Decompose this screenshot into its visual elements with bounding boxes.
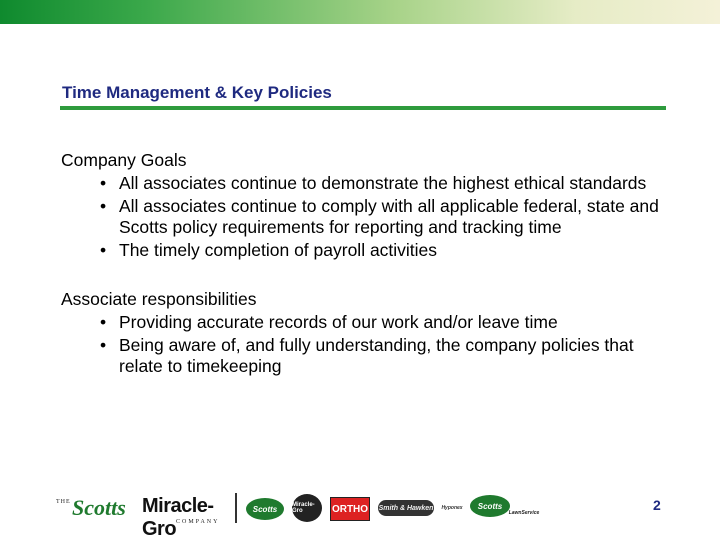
smith-hawken-brand-logo: Smith & Hawken <box>378 500 434 516</box>
page-title: Time Management & Key Policies <box>62 83 332 102</box>
bullet-item: • The timely completion of payroll activities <box>61 240 671 261</box>
section-heading: Company Goals <box>61 150 187 170</box>
bullet-item: • Providing accurate records of our work and/or leave time <box>61 312 671 333</box>
slide-content <box>61 150 671 379</box>
section-heading: Associate responsibilities <box>61 289 257 309</box>
bullet-list <box>61 173 671 261</box>
lawnservice-brand-text: LawnService <box>508 510 540 516</box>
section-spacer <box>61 263 671 289</box>
scotts-miraclegro-company-logo <box>56 491 232 540</box>
scotts-brand-logo: Scotts <box>246 498 284 520</box>
brand-footer <box>56 485 656 540</box>
logo-the-text: THE <box>56 499 71 505</box>
bullet-item: • All associates continue to demonstrate the highest ethical standards <box>61 173 671 194</box>
section-associate-responsibilities <box>61 289 671 377</box>
scotts-lawnservice-brand-logo: Scotts <box>470 495 510 517</box>
bullet-item: • Being aware of, and fully understanding, the company policies that relate to timekeeping <box>61 335 671 377</box>
ortho-brand-logo: ORTHO <box>330 497 370 521</box>
logo-scotts-text: Scotts <box>72 495 126 520</box>
bullet-item: • All associates continue to comply with all applicable federal, state and Scotts policy requirements for reporting and tracking time <box>61 196 671 238</box>
logo-company-text: COMPANY <box>176 519 220 525</box>
hyponex-brand-logo: Hyponex <box>441 505 463 511</box>
section-company-goals <box>61 150 671 261</box>
bullet-list <box>61 312 671 377</box>
page-number: 2 <box>653 497 661 513</box>
top-gradient-band <box>0 0 720 24</box>
logo-divider <box>235 493 237 523</box>
miraclegro-brand-logo: Miracle-Gro <box>292 494 322 522</box>
logo-miraclegro-text: Miracle-Gro <box>142 495 214 540</box>
title-underline <box>60 106 666 110</box>
